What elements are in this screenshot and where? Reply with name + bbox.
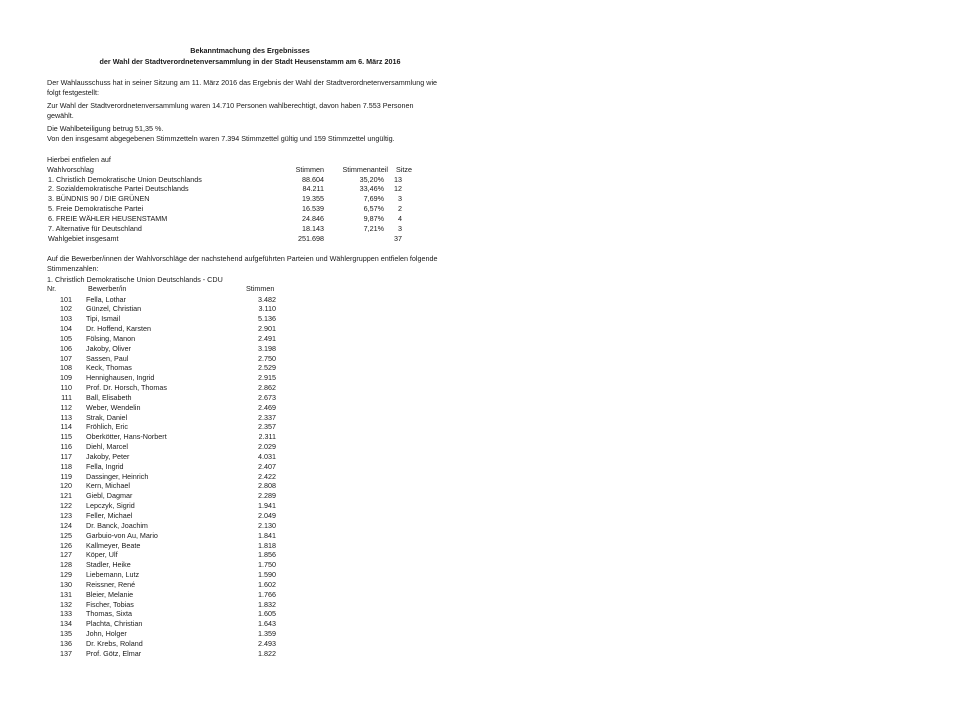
- voters-text-line1: Zur Wahl der Stadtverordnetenversammlung waren 14.710 Personen wahlberechtigt, davon haben 7.553 Personen: [47, 101, 414, 110]
- candidate-row: [0, 334, 520, 344]
- candidate-row: [0, 649, 520, 659]
- results-party: 7. Alternative für Deutschland: [48, 223, 142, 233]
- candidate-number: 101: [60, 294, 72, 304]
- candidate-number: 133: [60, 609, 72, 619]
- document-title: Bekanntmachung des Ergebnisses: [190, 46, 310, 55]
- candidate-votes: 2.337: [258, 412, 276, 422]
- candidate-name: Köper, Ulf: [86, 550, 118, 560]
- candidate-number: 121: [60, 491, 72, 501]
- candidate-votes: 1.750: [258, 560, 276, 570]
- candidate-name: Fröhlich, Eric: [86, 422, 128, 432]
- candidate-name: Stadler, Heike: [86, 560, 131, 570]
- results-party: 3. BÜNDNIS 90 / DIE GRÜNEN: [48, 194, 150, 203]
- candidate-number: 106: [60, 343, 72, 353]
- candidate-name: Garbuio-von Au, Mario: [86, 530, 158, 540]
- candidate-row: [0, 462, 520, 472]
- results-share: 7,69%: [363, 194, 384, 203]
- candidates-intro-line2: Stimmenzahlen:: [47, 264, 99, 273]
- candidate-number: 123: [60, 510, 72, 520]
- results-seats: 13: [394, 174, 402, 184]
- candidate-number: 116: [60, 442, 72, 452]
- candidate-row: [0, 570, 520, 580]
- results-total-votes: 251.698: [298, 233, 324, 243]
- candidate-number: 114: [60, 422, 72, 432]
- results-header-share: Stimmenanteil: [342, 165, 388, 174]
- results-row: [0, 194, 520, 204]
- candidate-votes: 1.856: [258, 550, 276, 560]
- candidate-votes: 1.832: [258, 599, 276, 609]
- results-total-label: Wahlgebiet insgesamt: [48, 233, 119, 243]
- candidate-row: [0, 442, 520, 452]
- candidate-row: [0, 354, 520, 364]
- candidate-name: Oberkötter, Hans-Norbert: [86, 432, 167, 442]
- candidate-votes: 4.031: [258, 451, 276, 461]
- candidate-row: [0, 521, 520, 531]
- candidate-number: 108: [60, 363, 72, 373]
- candidate-number: 113: [60, 412, 72, 422]
- intro-text-line1: Der Wahlausschuss hat in seiner Sitzung am 11. März 2016 das Ergebnis der Wahl der Stadtverordnetenversammlung wie: [47, 78, 438, 87]
- voters-text-line2: gewählt.: [47, 111, 74, 120]
- results-header-votes: Stimmen: [295, 165, 324, 174]
- candidate-name: Fölsing, Manon: [86, 333, 136, 343]
- results-share: 35,20%: [359, 174, 384, 184]
- results-row: [0, 224, 520, 234]
- candidate-number: 122: [60, 501, 72, 511]
- results-votes: 88.604: [302, 174, 324, 184]
- candidate-number: 119: [60, 471, 72, 481]
- candidate-number: 118: [60, 461, 72, 471]
- candidates-header-name: Bewerber/in: [88, 284, 127, 293]
- candidate-number: 102: [60, 304, 72, 314]
- candidate-votes: 1.941: [258, 501, 276, 511]
- results-party: 2. Sozialdemokratische Partei Deutschlands: [48, 184, 189, 193]
- candidate-votes: 2.901: [258, 324, 276, 334]
- candidate-name: Thomas, Sixta: [86, 609, 132, 619]
- candidate-row: [0, 501, 520, 511]
- candidate-votes: 2.357: [258, 422, 276, 432]
- results-header-row: [0, 165, 520, 175]
- candidate-votes: 2.422: [258, 471, 276, 481]
- candidate-name: Liebemann, Lutz: [86, 570, 140, 580]
- candidate-name: Fella, Lothar: [86, 294, 126, 304]
- candidate-row: [0, 324, 520, 334]
- candidate-votes: 1.766: [258, 589, 276, 599]
- candidate-row: [0, 363, 520, 373]
- candidate-number: 104: [60, 324, 72, 334]
- candidate-row: [0, 511, 520, 521]
- candidate-number: 134: [60, 619, 72, 629]
- candidate-name: John, Holger: [86, 629, 127, 639]
- candidate-name: Reissner, René: [86, 579, 136, 589]
- candidate-votes: 1.841: [258, 530, 276, 540]
- candidate-number: 125: [60, 530, 72, 540]
- candidate-row: [0, 295, 520, 305]
- candidate-votes: 2.491: [258, 333, 276, 343]
- candidate-row: [0, 432, 520, 442]
- results-votes: 18.143: [302, 223, 324, 233]
- candidate-row: [0, 452, 520, 462]
- candidate-votes: 2.529: [258, 363, 276, 373]
- results-total-row: [0, 234, 520, 244]
- candidate-row: [0, 422, 520, 432]
- candidate-votes: 1.818: [258, 540, 276, 550]
- candidate-number: 127: [60, 550, 72, 560]
- results-votes: 24.846: [302, 213, 324, 223]
- candidate-name: Prof. Götz, Elmar: [86, 648, 142, 658]
- candidate-row: [0, 413, 520, 423]
- results-votes: 19.355: [302, 194, 324, 203]
- candidate-name: Dr. Krebs, Roland: [86, 638, 143, 648]
- results-party: 1. Christlich Demokratische Union Deutschlands: [48, 174, 202, 184]
- candidate-row: [0, 580, 520, 590]
- candidate-number: 103: [60, 314, 72, 324]
- candidate-votes: 1.359: [258, 629, 276, 639]
- candidate-name: Dr. Banck, Joachim: [86, 520, 148, 530]
- candidate-name: Jakoby, Peter: [86, 451, 130, 461]
- candidate-name: Dr. Hoffend, Karsten: [86, 324, 151, 334]
- candidate-name: Weber, Wendelin: [86, 402, 141, 412]
- candidate-name: Dassinger, Heinrich: [86, 471, 149, 481]
- candidate-votes: 1.643: [258, 619, 276, 629]
- candidate-number: 109: [60, 373, 72, 383]
- candidate-row: [0, 491, 520, 501]
- results-party: 6. FREIE WÄHLER HEUSENSTAMM: [48, 213, 168, 223]
- results-seats: 12: [394, 184, 402, 193]
- candidate-votes: 5.136: [258, 314, 276, 324]
- candidate-row: [0, 629, 520, 639]
- candidate-votes: 2.407: [258, 461, 276, 471]
- results-seats: 4: [398, 213, 402, 223]
- candidate-row: [0, 393, 520, 403]
- candidate-number: 136: [60, 638, 72, 648]
- turnout-text: Die Wahlbeteiligung betrug 51,35 %.: [47, 124, 164, 133]
- candidates-intro-line1: Auf die Bewerber/innen der Wahlvorschläge der nachstehend aufgeführten Parteien und Wählergruppen entfielen folgende: [47, 254, 438, 263]
- candidate-number: 117: [60, 451, 72, 461]
- candidate-votes: 2.029: [258, 442, 276, 452]
- results-share: 6,57%: [363, 204, 384, 213]
- results-votes: 84.211: [302, 184, 324, 193]
- candidate-name: Keck, Thomas: [86, 363, 132, 373]
- candidate-name: Plachta, Christian: [86, 619, 143, 629]
- candidates-header-nr: Nr.: [47, 284, 57, 293]
- candidate-row: [0, 639, 520, 649]
- candidate-number: 115: [60, 432, 72, 442]
- candidate-number: 111: [61, 392, 72, 402]
- candidate-name: Feller, Michael: [86, 510, 133, 520]
- candidate-number: 131: [60, 589, 72, 599]
- results-share: 33,46%: [359, 184, 384, 193]
- candidate-name: Kallmeyer, Beate: [86, 540, 141, 550]
- results-row: [0, 204, 520, 214]
- candidate-name: Sassen, Paul: [86, 353, 129, 363]
- candidate-row: [0, 304, 520, 314]
- candidate-name: Kern, Michael: [86, 481, 130, 491]
- results-votes: 16.539: [302, 204, 324, 213]
- results-share: 7,21%: [363, 223, 384, 233]
- candidate-votes: 3.482: [258, 294, 276, 304]
- candidate-number: 132: [60, 599, 72, 609]
- candidate-votes: 2.808: [258, 481, 276, 491]
- results-row: [0, 184, 520, 194]
- candidate-votes: 2.862: [258, 383, 276, 393]
- candidate-number: 120: [60, 481, 72, 491]
- candidate-votes: 1.602: [258, 579, 276, 589]
- results-row: [0, 175, 520, 185]
- candidate-row: [0, 600, 520, 610]
- candidate-row: [0, 403, 520, 413]
- candidate-number: 105: [60, 333, 72, 343]
- results-seats: 3: [398, 223, 402, 233]
- ballots-text: Von den insgesamt abgegebenen Stimmzetteln waren 7.394 Stimmzettel gültig und 159 Stimmzettel ungültig.: [47, 134, 395, 143]
- candidate-name: Fella, Ingrid: [86, 461, 124, 471]
- candidate-name: Diehl, Marcel: [86, 442, 128, 452]
- candidate-name: Tipi, Ismail: [86, 314, 121, 324]
- candidate-row: [0, 373, 520, 383]
- candidate-number: 107: [60, 353, 72, 363]
- candidates-header-row: [0, 284, 520, 294]
- candidate-votes: 3.110: [258, 304, 276, 314]
- candidate-row: [0, 472, 520, 482]
- candidate-votes: 2.750: [258, 353, 276, 363]
- candidate-votes: 2.130: [258, 520, 276, 530]
- candidate-name: Lepczyk, Sigrid: [86, 501, 135, 511]
- candidate-row: [0, 590, 520, 600]
- candidate-number: 137: [60, 648, 72, 658]
- candidate-row: [0, 560, 520, 570]
- candidate-number: 129: [60, 570, 72, 580]
- candidate-votes: 2.311: [258, 432, 276, 442]
- candidate-number: 110: [60, 383, 72, 393]
- list-title: 1. Christlich Demokratische Union Deutschlands - CDU: [47, 275, 223, 284]
- candidate-votes: 2.915: [258, 373, 276, 383]
- results-header-party: Wahlvorschlag: [47, 165, 94, 174]
- document-subtitle: der Wahl der Stadtverordnetenversammlung in der Stadt Heusenstamm am 6. März 2016: [99, 57, 401, 66]
- intro-text-line2: folgt festgestellt:: [47, 88, 99, 97]
- candidate-row: [0, 541, 520, 551]
- candidate-votes: 1.590: [258, 570, 276, 580]
- candidates-header-votes: Stimmen: [246, 284, 275, 293]
- candidate-name: Jakoby, Oliver: [86, 343, 132, 353]
- candidate-votes: 3.198: [258, 343, 276, 353]
- candidate-name: Giebl, Dagmar: [86, 491, 133, 501]
- results-header-seats: Sitze: [396, 165, 412, 174]
- candidate-votes: 2.493: [258, 638, 276, 648]
- results-total-seats: 37: [394, 233, 402, 243]
- candidate-row: [0, 619, 520, 629]
- candidate-row: [0, 344, 520, 354]
- candidate-votes: 1.605: [258, 609, 276, 619]
- candidate-name: Ball, Elisabeth: [86, 392, 132, 402]
- results-share: 9,87%: [363, 213, 384, 223]
- results-intro: Hierbei entfielen auf: [47, 155, 111, 164]
- candidate-row: [0, 314, 520, 324]
- candidate-number: 128: [60, 560, 72, 570]
- candidate-votes: 2.673: [258, 392, 276, 402]
- candidate-number: 130: [60, 579, 72, 589]
- candidate-row: [0, 550, 520, 560]
- results-seats: 3: [398, 194, 402, 203]
- candidate-votes: 1.822: [258, 648, 276, 658]
- candidate-name: Fischer, Tobias: [86, 599, 134, 609]
- candidate-name: Günzel, Christian: [86, 304, 142, 314]
- candidate-number: 124: [60, 520, 72, 530]
- candidate-row: [0, 531, 520, 541]
- candidate-name: Bleier, Melanie: [86, 589, 134, 599]
- candidate-number: 112: [60, 402, 72, 412]
- candidate-row: [0, 481, 520, 491]
- candidate-row: [0, 609, 520, 619]
- candidate-number: 135: [60, 629, 72, 639]
- candidate-votes: 2.049: [258, 510, 276, 520]
- results-row: [0, 214, 520, 224]
- candidate-name: Hennighausen, Ingrid: [86, 373, 155, 383]
- candidate-row: [0, 383, 520, 393]
- candidate-votes: 2.469: [258, 402, 276, 412]
- candidate-name: Prof. Dr. Horsch, Thomas: [86, 383, 167, 393]
- results-seats: 2: [398, 204, 402, 213]
- results-party: 5. Freie Demokratische Partei: [48, 204, 144, 213]
- candidate-name: Strak, Daniel: [86, 412, 128, 422]
- candidate-votes: 2.289: [258, 491, 276, 501]
- candidate-number: 126: [60, 540, 72, 550]
